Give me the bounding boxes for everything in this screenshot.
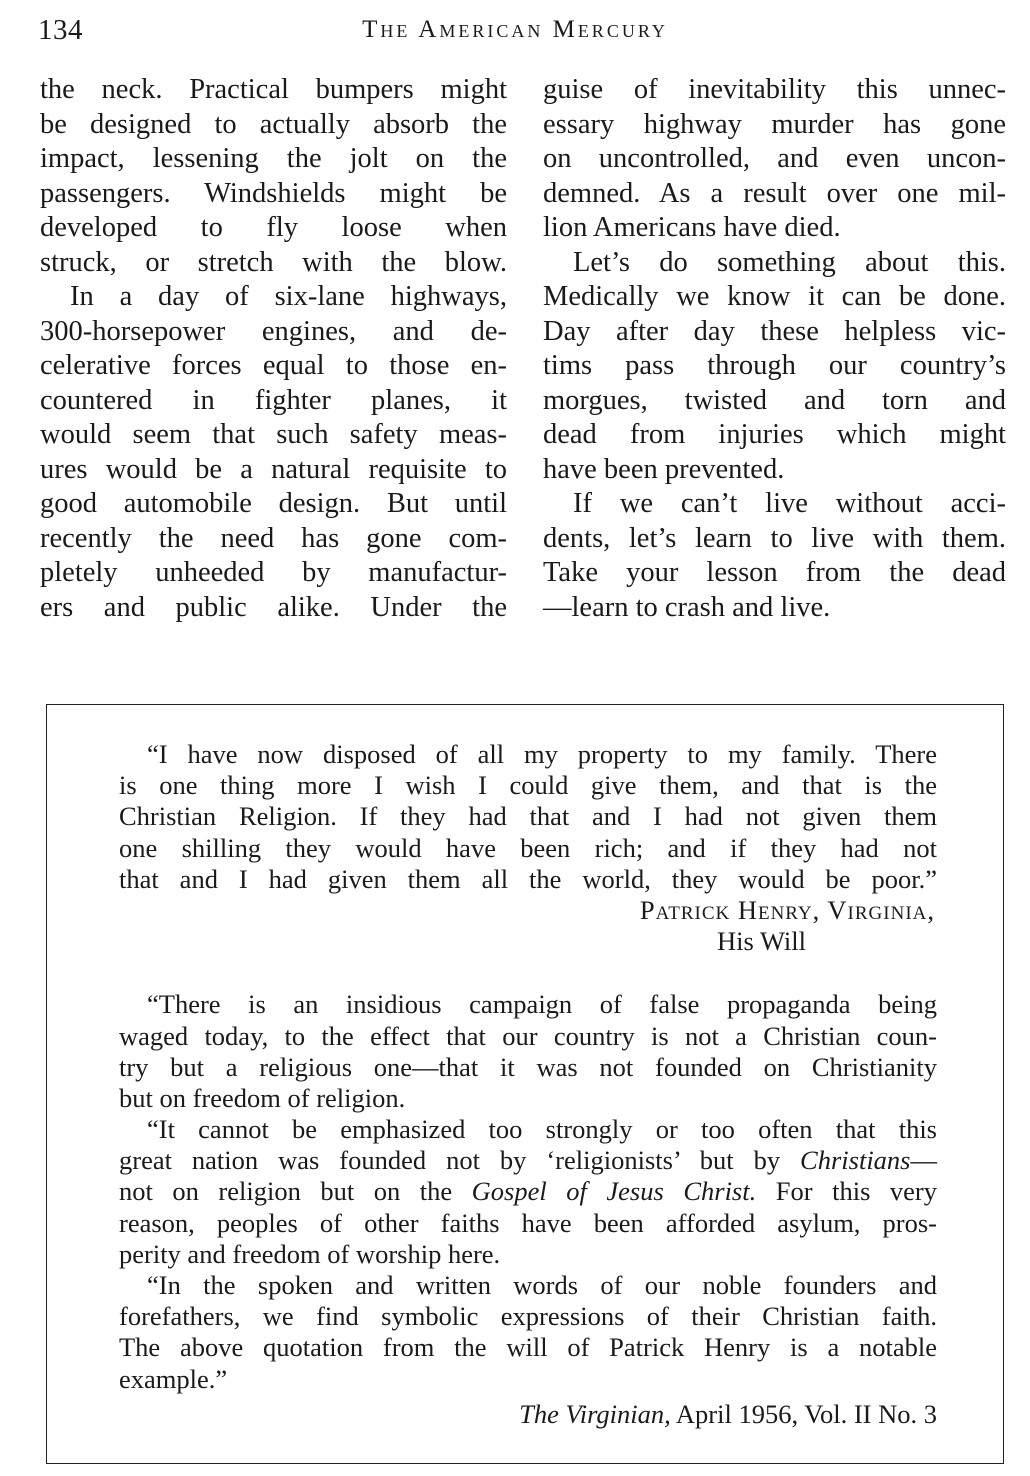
quote-line: one shilling they would have been rich; and if they had not xyxy=(119,832,937,863)
text-line: have been prevented. xyxy=(543,453,785,485)
text-line: lion Americans have died. xyxy=(543,212,841,243)
text-line: In a day of six-lane highways, xyxy=(70,281,507,312)
attribution-name: Patrick Henry, Virginia, xyxy=(639,894,935,925)
text-line: passengers. Windshields might be xyxy=(40,177,507,209)
text-line: tims pass through our country’s xyxy=(543,350,1006,381)
text-line: morgues, twisted and torn and xyxy=(543,384,1006,416)
text-line: essary highway murder has gone xyxy=(543,108,1006,140)
text-line: guise of inevitability this unnec- xyxy=(543,74,1006,105)
text-line: Medically we know it can be done. xyxy=(543,281,1006,312)
text-line: developed to fly loose when xyxy=(40,212,507,243)
text-line: the neck. Practical bumpers might xyxy=(40,74,507,105)
right-column xyxy=(543,73,1006,625)
quote-line: Christian Religion. If they had that and I had not given them xyxy=(119,801,937,832)
quote-line: perity and freedom of worship here. xyxy=(119,1238,501,1269)
quote-line: “I have now disposed of all my property to my family. There xyxy=(147,739,937,769)
text-line: Let’s do something about this. xyxy=(573,246,1006,278)
text-line: 300-horsepower engines, and de- xyxy=(40,315,507,347)
quote-line: example.” xyxy=(119,1363,228,1394)
text-line: would seem that such safety meas- xyxy=(40,419,507,450)
text-line: be designed to actually absorb the xyxy=(40,108,507,140)
quote-line: “In the spoken and written words of our noble founders and xyxy=(147,1270,937,1300)
left-column xyxy=(40,73,507,625)
text-line: countered in fighter planes, it xyxy=(40,384,507,416)
spacer xyxy=(119,957,937,989)
quote-line: forefathers, we find symbolic expressions of their Christian faith. xyxy=(119,1301,937,1332)
source-details: April 1956, Vol. II No. 3 xyxy=(670,1398,937,1429)
page-number: 134 xyxy=(38,14,83,46)
quotation-box xyxy=(46,704,1004,1464)
text-line: demned. As a result over one mil- xyxy=(543,177,1006,209)
emphasis-gospel: Gospel of Jesus Christ. xyxy=(471,1176,757,1207)
text-line: on uncontrolled, and even uncon- xyxy=(543,143,1006,174)
emphasis-christians: Christians xyxy=(800,1145,911,1176)
quote-line: waged today, to the effect that our country is not a Christian coun- xyxy=(119,1020,937,1051)
quote-text: great nation was founded not by ‘religionists’ but by xyxy=(119,1145,801,1176)
quotation-box-content xyxy=(119,739,937,1435)
text-line: impact, lessening the jolt on the xyxy=(40,143,507,174)
text-line: struck, or stretch with the blow. xyxy=(40,246,507,278)
source-citation xyxy=(119,1399,937,1435)
text-line: pletely unheeded by manufactur- xyxy=(40,557,507,588)
quote-line: is one thing more I wish I could give them, and that is the xyxy=(119,770,937,801)
quote-text: not on religion but on the xyxy=(119,1176,472,1207)
text-line: ures would be a natural requisite to xyxy=(40,453,507,485)
source-title: The Virginian, xyxy=(519,1398,671,1429)
running-head: The American Mercury xyxy=(362,16,668,43)
text-line: dead from injuries which might xyxy=(543,419,1006,450)
quote-line: “It cannot be emphasized too strongly or too often that this xyxy=(147,1114,937,1145)
text-line: recently the need has gone com- xyxy=(40,522,507,554)
quote-text: For this very xyxy=(756,1176,937,1207)
quote-line: try but a religious one—that it was not founded on Christianity xyxy=(119,1051,937,1082)
text-line: If we can’t live without acci- xyxy=(573,488,1006,519)
text-line: —learn to crash and live. xyxy=(543,591,831,623)
text-line: good automobile design. But until xyxy=(40,488,507,519)
quote-line: reason, peoples of other faiths have been afforded asylum, pros- xyxy=(119,1207,937,1238)
quote-line: “There is an insidious campaign of false propaganda being xyxy=(147,989,937,1020)
text-line: Take your lesson from the dead xyxy=(543,557,1006,588)
quote-line: but on freedom of religion. xyxy=(119,1082,406,1113)
text-line: Day after day these helpless vic- xyxy=(543,315,1006,347)
quote-line xyxy=(119,1145,937,1176)
quote-line: that and I had given them all the world, they would be poor.” xyxy=(119,863,937,894)
attribution-work: His Will xyxy=(717,926,806,957)
text-line: celerative forces equal to those en- xyxy=(40,350,507,381)
quote-text: — xyxy=(910,1145,937,1176)
text-line: dents, let’s learn to live with them. xyxy=(543,522,1006,554)
text-line: ers and public alike. Under the xyxy=(40,591,507,623)
quote-line xyxy=(119,1176,937,1207)
quote-line: The above quotation from the will of Patrick Henry is a notable xyxy=(119,1332,937,1363)
